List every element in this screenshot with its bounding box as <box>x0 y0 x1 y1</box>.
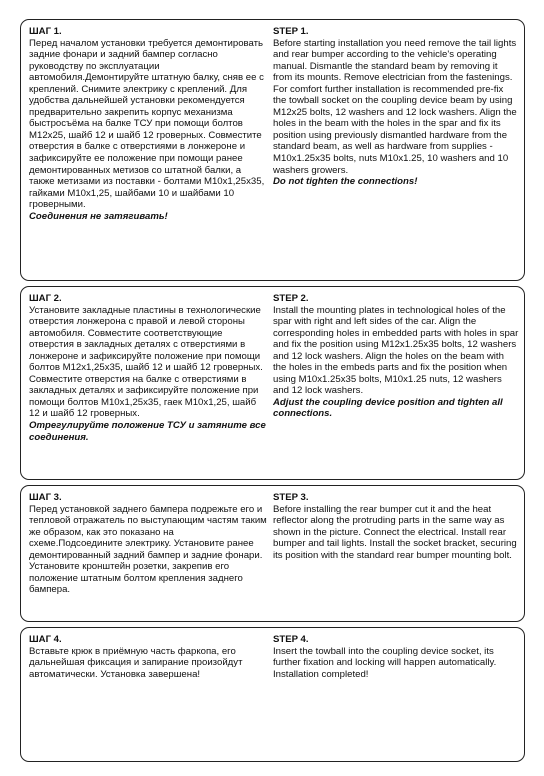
step-1-en-title: STEP 1. <box>273 26 309 37</box>
step-1-en-text: Before starting installation you need remove the tail lights and rear bumper according to the vehicle's operating manual. Dismantle the standard beam by removing it from its mounts. Remove electrician from the fastenings. For comfort further installation is recommended pre-fix the towball socket on the coupling device beam by using M12x25 bolts, 12 washers and 12 lock washers. Align the holes in the beam with the holes in the spar and fix its position using previously dismantled hardware from the standard beam, as well as hardware from supplies - M10x1.25x35 bolts, nuts M10x1.25, 10 washers and 10 washers growers. <box>273 37 517 176</box>
step-3-en-title: STEP 3. <box>273 492 309 503</box>
step-2-ru-note: Отрегулируйте положение ТСУ и затяните все соединения. <box>29 420 266 443</box>
step-1-ru-title: ШАГ 1. <box>29 26 62 37</box>
step-1-box <box>20 19 525 281</box>
step-4-en-title: STEP 4. <box>273 634 309 645</box>
step-2-ru-title: ШАГ 2. <box>29 293 62 304</box>
step-2-en-note: Adjust the coupling device position and tighten all connections. <box>273 396 503 420</box>
step-2-en-column <box>273 293 519 420</box>
step-2-en-text: Install the mounting plates in technological holes of the spar with right and left sides of the car. Align the corresponding holes in embedded parts with holes in spar and fix the position using M12x1.25x35 bolts, 12 washers and 12 lock washers. Align the holes on the beam with the holes in the embeds parts and fix the position when using M10x1.25x35 bolts, M10x1.25 nuts, 12 washers and 12 lock washers. <box>273 304 519 397</box>
step-3-ru-column <box>29 492 267 596</box>
step-4-en-text: Insert the towball into the coupling device socket, its further fixation and locking will happen automatically. Installation completed! <box>273 645 497 680</box>
step-1-ru-column <box>29 26 267 222</box>
step-4-ru-text: Вставьте крюк в приёмную часть фаркопа, его дальнейшая фиксация и запирание произойдут автоматически. Установка завершена! <box>29 645 243 680</box>
step-3-ru-text: Перед установкой заднего бампера подрежьте его и тепловой отражатель по выступающим частям таким же образом, как это показано на схеме.Подсоедините электрику. Установите ранее демонтированный задний бампер и задние фонари. Установите кронштейн розетки, закрепив его положение штатным болтом крепления заднего бампера. <box>29 503 267 596</box>
step-3-en-text: Before installing the rear bumper cut it and the heat reflector along the protruding parts in the same way as shown in the picture. Connect the electrical. Install rear bumper and tail lights. Install the socket bracket, securing its position with the standard rear bumper mounting bolt. <box>273 503 517 561</box>
step-2-ru-text: Установите закладные пластины в технологические отверстия лонжерона с правой и левой стороны автомобиля. Совместите соответствующие отверстия в закладных деталях с отверстиями в лонжероне и зафиксируйте положение при помощи болтов М12х1,25х35, шайб 12 и шайб 12 гроверных. Совместите отверстия на балке с отверстиями в закладных деталях и зафиксируйте положение при помощи болтов М10х1,25х35, гаек М10х1,25, шайб 12 и шайб 12 гроверных. <box>29 304 263 420</box>
step-1-ru-text: Перед началом установки требуется демонтировать задние фонари и задний бампер согласно руководству по эксплуатации автомобиля.Демонтируйте штатную балку, сняв ее с креплений. Снимите электрику с креплений. Для удобства дальнейшей установки рекомендуется предварительно закрепить корпус механизма быстросъёма на балке ТСУ при помощи болтов М12х25, шайб 12 и шайб 12 гроверных. Совместите отверстия в балке с отверстиями в лонжероне и зафиксируйте ее положение при помощи ранее демонтированных метизов со штатной балки, а также метизами из поставки - болтами М10х1,25х35, гайками М10х1,25, шайбами 10 и шайбами 10 гроверными. <box>29 37 265 211</box>
step-3-en-column <box>273 492 519 561</box>
step-1-en-note: Do not tighten the connections! <box>273 176 418 188</box>
step-4-box <box>20 627 525 762</box>
step-4-ru-column <box>29 634 267 680</box>
step-3-box <box>20 485 525 622</box>
step-2-ru-column <box>29 293 267 443</box>
step-1-ru-note: Соединения не затягивать! <box>29 210 168 222</box>
step-2-en-title: STEP 2. <box>273 293 309 304</box>
step-3-ru-title: ШАГ 3. <box>29 492 62 503</box>
step-2-box <box>20 286 525 480</box>
step-4-ru-title: ШАГ 4. <box>29 634 62 645</box>
step-1-en-column <box>273 26 519 188</box>
step-4-en-column <box>273 634 519 680</box>
